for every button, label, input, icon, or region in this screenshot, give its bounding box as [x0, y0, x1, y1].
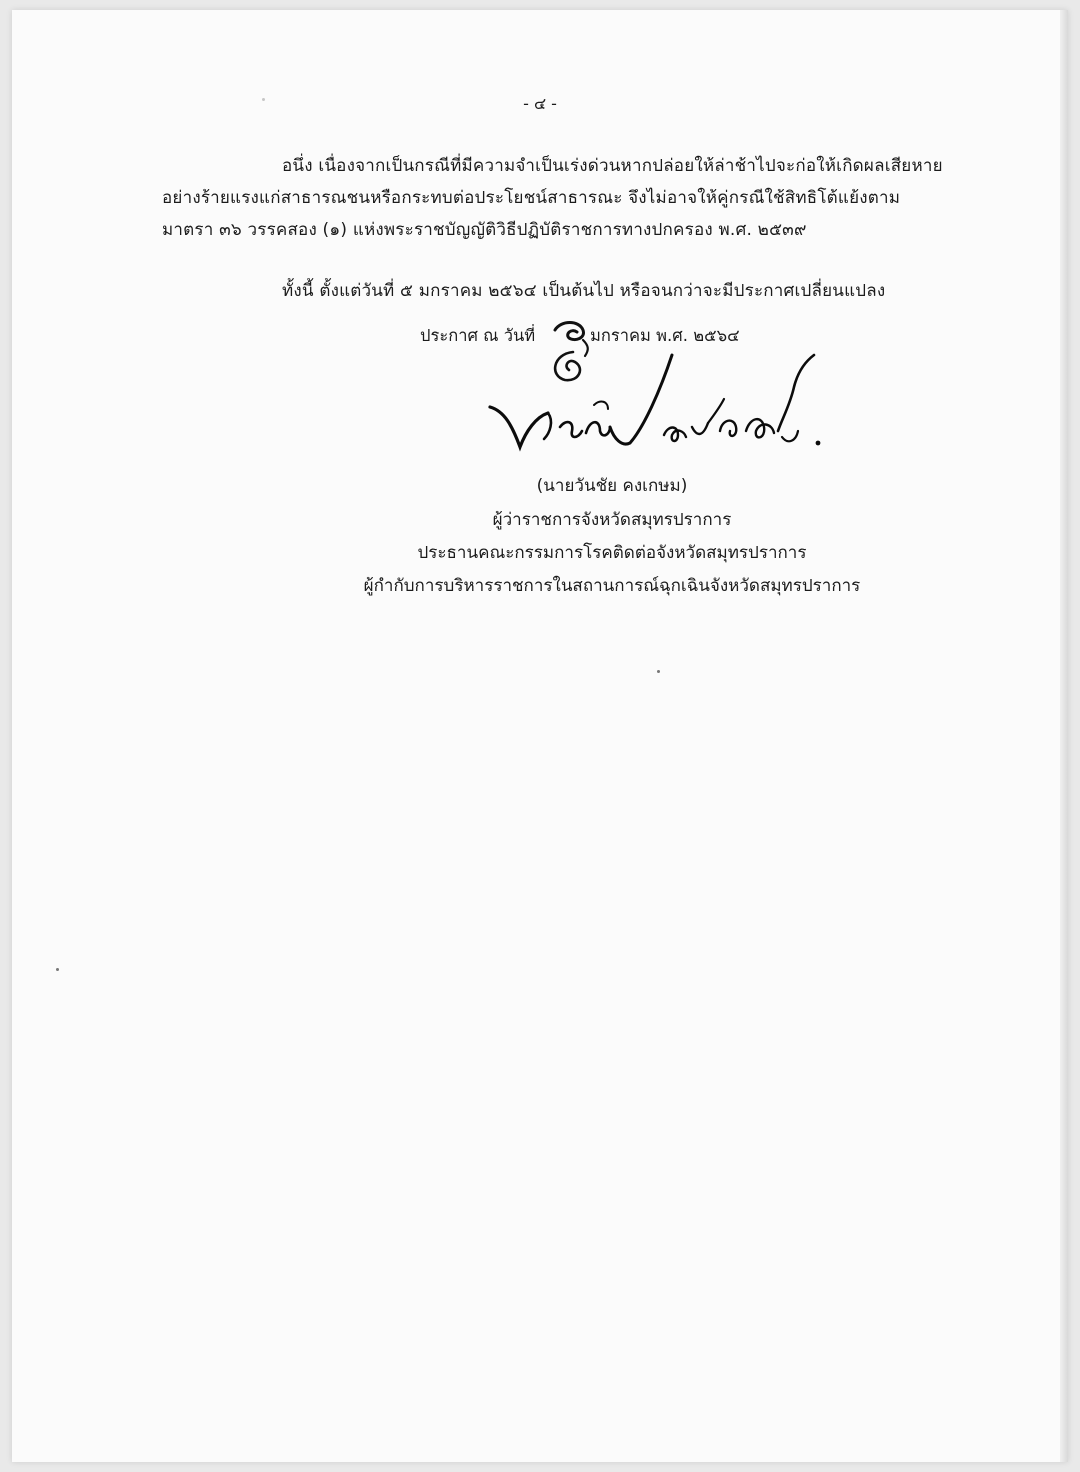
signature-image: [482, 335, 842, 465]
scan-speck: [262, 98, 265, 101]
page-number: - ๔ -: [523, 94, 557, 113]
paragraph-line-2: อย่างร้ายแรงแก่สาธารณชนหรือกระทบต่อประโยชน์สาธารณะ จึงไม่อาจให้คู่กรณีใช้สิทธิโต้แย้งตาม: [162, 188, 901, 208]
scan-speck: [56, 968, 59, 971]
announcement-date-prefix: ประกาศ ณ วันที่: [420, 326, 536, 345]
announcement-date-month-year: มกราคม พ.ศ. ๒๕๖๔: [590, 326, 740, 345]
effective-date-line: ทั้งนี้ ตั้งแต่วันที่ ๕ มกราคม ๒๕๖๔ เป็นต้นไป หรือจนกว่าจะมีประกาศเปลี่ยนแปลง: [282, 281, 886, 301]
signer-title-committee-chair: ประธานคณะกรรมการโรคติดต่อจังหวัดสมุทรปราการ: [417, 543, 807, 563]
paragraph-line-1: อนึ่ง เนื่องจากเป็นกรณีที่มีความจำเป็นเร่งด่วนหากปล่อยให้ล่าช้าไปจะก่อให้เกิดผลเสียหาย: [282, 156, 943, 176]
document-page: [12, 10, 1068, 1462]
scan-speck: [657, 670, 660, 673]
signer-title-governor: ผู้ว่าราชการจังหวัดสมุทรปราการ: [492, 510, 732, 530]
signer-title-emergency-director: ผู้กำกับการบริหารราชการในสถานการณ์ฉุกเฉินจังหวัดสมุทรปราการ: [363, 576, 861, 596]
paragraph-line-3: มาตรา ๓๖ วรรคสอง (๑) แห่งพระราชบัญญัติวิธีปฏิบัติราชการทางปกครอง พ.ศ. ๒๕๓๙: [162, 220, 807, 240]
page-edge-shadow: [1060, 10, 1068, 1462]
signer-name: (นายวันชัย คงเกษม): [536, 476, 688, 496]
